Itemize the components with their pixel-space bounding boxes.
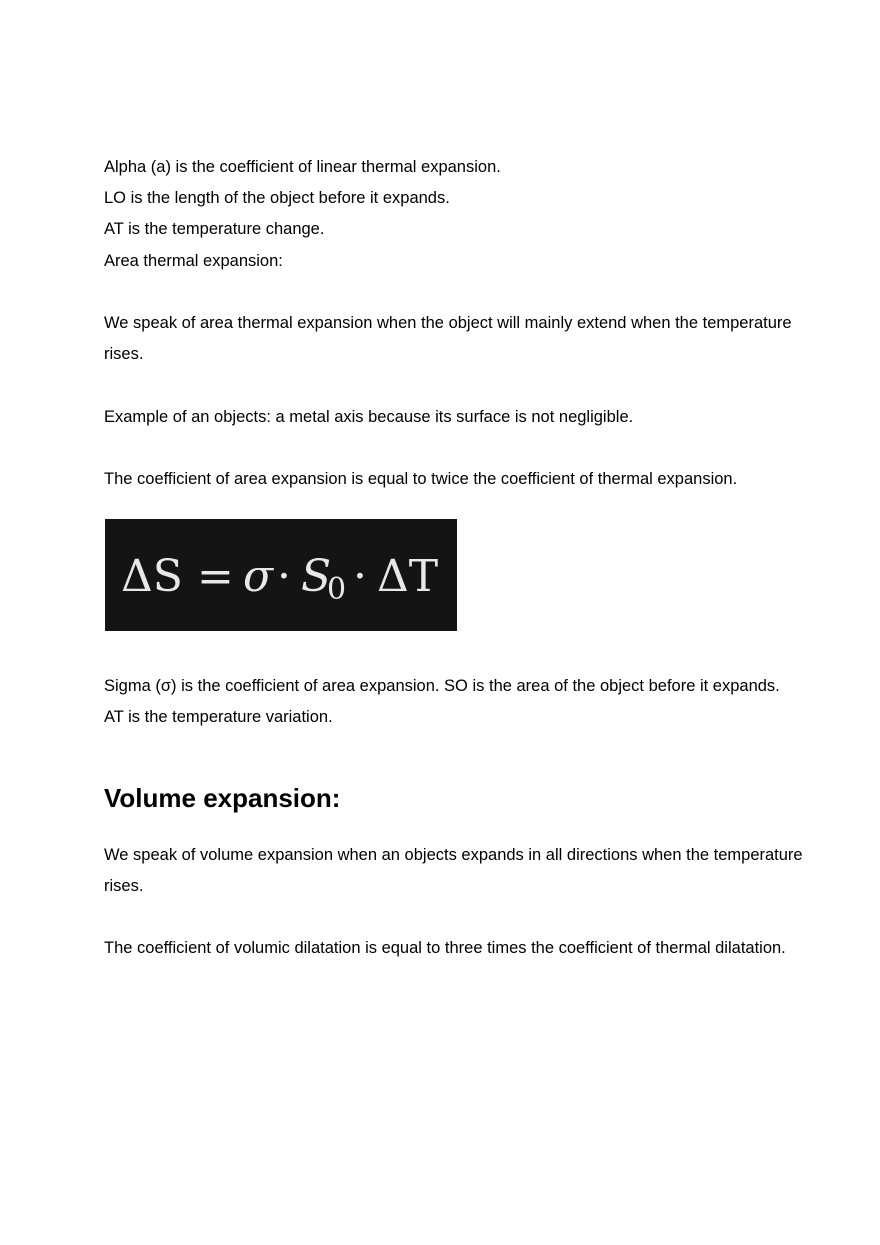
area-example-paragraph: Example of an objects: a metal axis because its surface is not negligible.: [104, 407, 634, 426]
linear-temp-line: AT is the temperature change.: [104, 220, 325, 239]
volume-intro-paragraph: We speak of volume expansion when an objects expands in all directions when the temperature rises.: [104, 845, 803, 895]
linear-length-line: LO is the length of the object before it expands.: [104, 189, 450, 208]
volume-coefficient-paragraph: The coefficient of volumic dilatation is equal to three times the coefficient of thermal dilatation.: [104, 939, 786, 958]
area-formula-image: [105, 519, 457, 631]
area-expansion-label: Area thermal expansion:: [104, 251, 283, 270]
document-content: [104, 152, 804, 964]
area-coefficient-paragraph: The coefficient of area expansion is equal to twice the coefficient of thermal expansion.: [104, 469, 738, 488]
area-formula-svg: [105, 519, 457, 631]
area-intro-paragraph: We speak of area thermal expansion when the object will mainly extend when the temperature rises.: [104, 314, 792, 364]
formula-delta-s: ΔS: [121, 551, 183, 603]
sigma-paragraph: Sigma (σ) is the coefficient of area expansion. SO is the area of the object before it expands.: [104, 677, 780, 696]
formula-subscript: 0: [327, 572, 347, 608]
formula-equals: =: [197, 551, 234, 603]
area-temp-variation-line: AT is the temperature variation.: [104, 708, 333, 727]
formula-sigma: σ: [243, 551, 274, 603]
formula-dot-2: ·: [353, 551, 367, 603]
volume-expansion-heading: Volume expansion:: [104, 782, 341, 813]
formula-s: S: [301, 551, 332, 603]
linear-alpha-line: Alpha (a) is the coefficient of linear thermal expansion.: [104, 158, 501, 176]
formula-dot-1: ·: [277, 551, 291, 603]
formula-delta-t: ΔT: [377, 551, 439, 603]
